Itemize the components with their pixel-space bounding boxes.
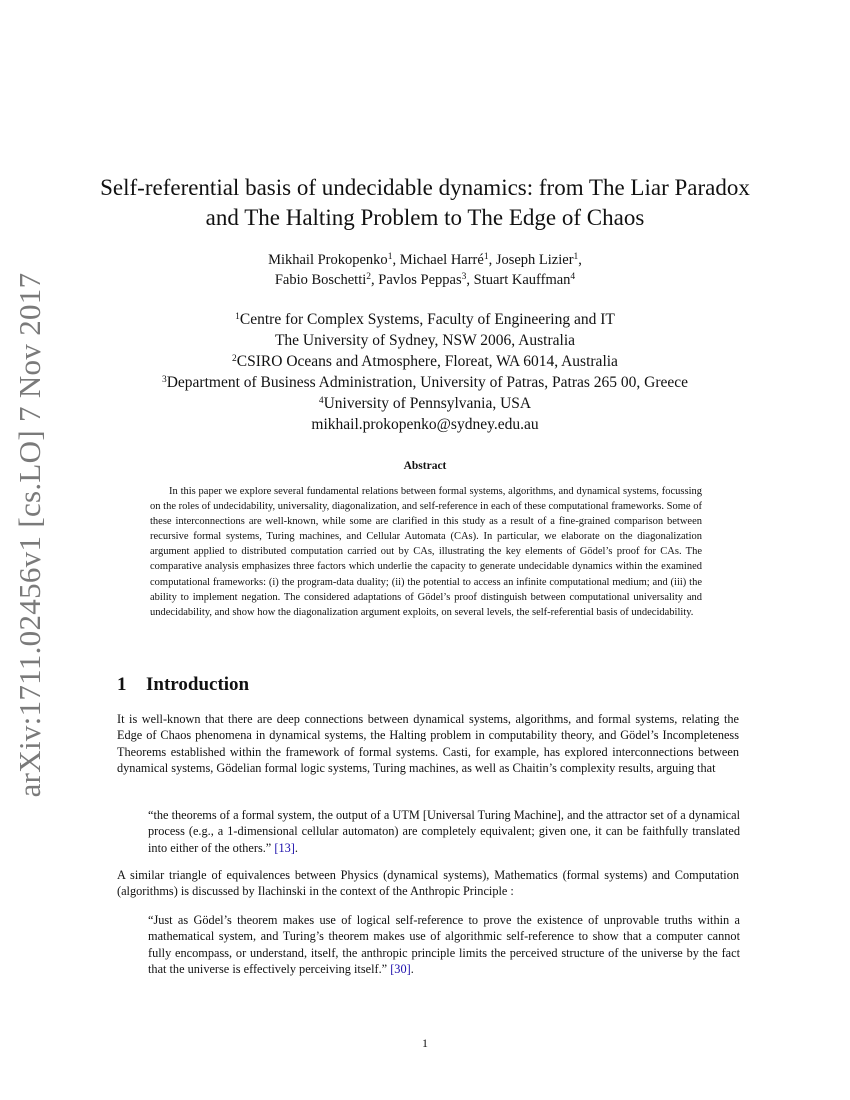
abstract-text: In this paper we explore several fundamental relations between formal systems, algorithms, and dynamical systems, focussing on the roles of undecidability, universality, diagonalization, and self-reference in each of these computational frameworks. Some of these interconnections are well-known, while some are clarified in this study as a result of a fine-grained comparison between recursive formal systems, Turing machines, and Cellular Automata (CAs). In particular, we elaborate on the diagonalization argument applied to distributed computation carried out by CAs, illustrating the key elements of Gödel’s proof for CAs. The comparative analysis emphasizes three factors which underlie the capacity to generate undecidable dynamics within the examined computational frameworks: (i) the program-data duality; (ii) the potential to access an infinite computational medium; and (iii) the ability to implement negation. The considered adaptations of Gödel’s proof distinguish between computational universality and undecidability, and show how the diagonalization argument exploits, on several levels, the self-referential basis of undecidability. [150, 486, 702, 618]
quote-casti [148, 807, 740, 856]
abstract-heading: Abstract [403, 460, 447, 472]
affiliation-mark: 2 [232, 354, 237, 364]
affiliation-line [60, 351, 790, 372]
quote-tail: . [410, 962, 414, 977]
quote-ilachinski [148, 912, 740, 978]
section-heading [117, 674, 249, 696]
author-affiliation-mark: 1 [387, 252, 393, 262]
paper-title: Self-referential basis of undecidable dynamics: from The Liar Paradox and The Halting Problem to The Edge of Chaos [100, 175, 750, 230]
author-separator: , [578, 252, 582, 268]
quote-tail: . [294, 840, 298, 855]
affiliation-text: CSIRO Oceans and Atmosphere, Floreat, WA 6014, Australia [236, 353, 618, 370]
author-line-1 [100, 250, 750, 270]
affiliation-list [60, 309, 790, 435]
affiliation-text: University of Pennsylvania, USA [323, 395, 532, 412]
author-separator: , [488, 252, 496, 268]
citation-link[interactable]: [30] [390, 962, 411, 977]
author-separator: , [371, 272, 379, 288]
intro-paragraph-1: It is well-known that there are deep connections between dynamical systems, algorithms, and formal systems, relating the Edge of Chaos phenomena in dynamical systems, the Halting problem in computability theory, and Gödel’s Incompleteness Theorems established within the framework of formal systems. Casti, for example, has explored interconnections between dynamical systems, Gödelian formal logic systems, Turing machines, as well as Chaitin’s complexity results, arguing that [117, 712, 739, 776]
quote-text: “Just as Gödel’s theorem makes use of logical self-reference to prove the existence of unprovable truths within a mathematical system, and Turing’s theorem makes use of algorithmic self-reference to show that a computer cannot fully encompass, or understand, itself, the anthropic principle limits the perceived structure of the universe by the fact that the universe is effectively perceiving itself.” [148, 913, 740, 977]
author-line-2 [100, 270, 750, 290]
affiliation-line [60, 372, 790, 393]
author-list [100, 250, 750, 290]
author-affiliation-mark: 1 [483, 252, 489, 262]
affiliation-text: Centre for Complex Systems, Faculty of Engineering and IT [239, 311, 615, 328]
author-affiliation-mark: 2 [366, 272, 372, 282]
affiliation-line [60, 414, 790, 435]
author-name: Pavlos Peppas [378, 272, 462, 288]
author-name: Mikhail Prokopenko [268, 252, 388, 268]
affiliation-mark: 4 [318, 396, 324, 406]
author-affiliation-mark: 1 [573, 252, 579, 262]
author-affiliation-mark: 4 [570, 272, 576, 282]
affiliation-text: Department of Business Administration, University of Patras, Patras 265 00, Greece [166, 374, 689, 391]
author-separator: , [392, 252, 400, 268]
author-name: Michael Harré [399, 252, 484, 268]
affiliation-line [60, 393, 790, 414]
affiliation-mark: 3 [161, 375, 167, 385]
section-title: Introduction [146, 674, 250, 695]
author-affiliation-mark: 3 [461, 272, 467, 282]
section-number: 1 [117, 674, 127, 695]
author-name: Stuart Kauffman [473, 272, 571, 288]
affiliation-mark: 1 [235, 312, 240, 322]
affiliation-line [60, 330, 790, 351]
arxiv-stamp-text: arXiv:1711.02456v1 [cs.LO] 7 Nov 2017 [12, 272, 47, 798]
affiliation-text: The University of Sydney, NSW 2006, Australia [274, 332, 576, 349]
arxiv-stamp [0, 272, 60, 798]
author-email[interactable]: mikhail.prokopenko@sydney.edu.au [311, 416, 539, 433]
citation-link[interactable]: [13] [274, 840, 295, 855]
author-name: Joseph Lizier [495, 252, 574, 268]
quote-text: “the theorems of a formal system, the output of a UTM [Universal Turing Machine], and the attractor set of a dynamical process (e.g., a 1-dimensional cellular automaton) are completely equivalent; given one, it can be faithfully translated into either of the others.” [148, 808, 740, 855]
author-name: Fabio Boschetti [274, 272, 367, 288]
affiliation-line [60, 309, 790, 330]
author-separator: , [466, 272, 474, 288]
page-number: 1 [422, 1036, 428, 1050]
intro-paragraph-2: A similar triangle of equivalences between Physics (dynamical systems), Mathematics (formal systems) and Computation (algorithms) is discussed by Ilachinski in the context of the Anthropic Principle : [117, 868, 739, 899]
